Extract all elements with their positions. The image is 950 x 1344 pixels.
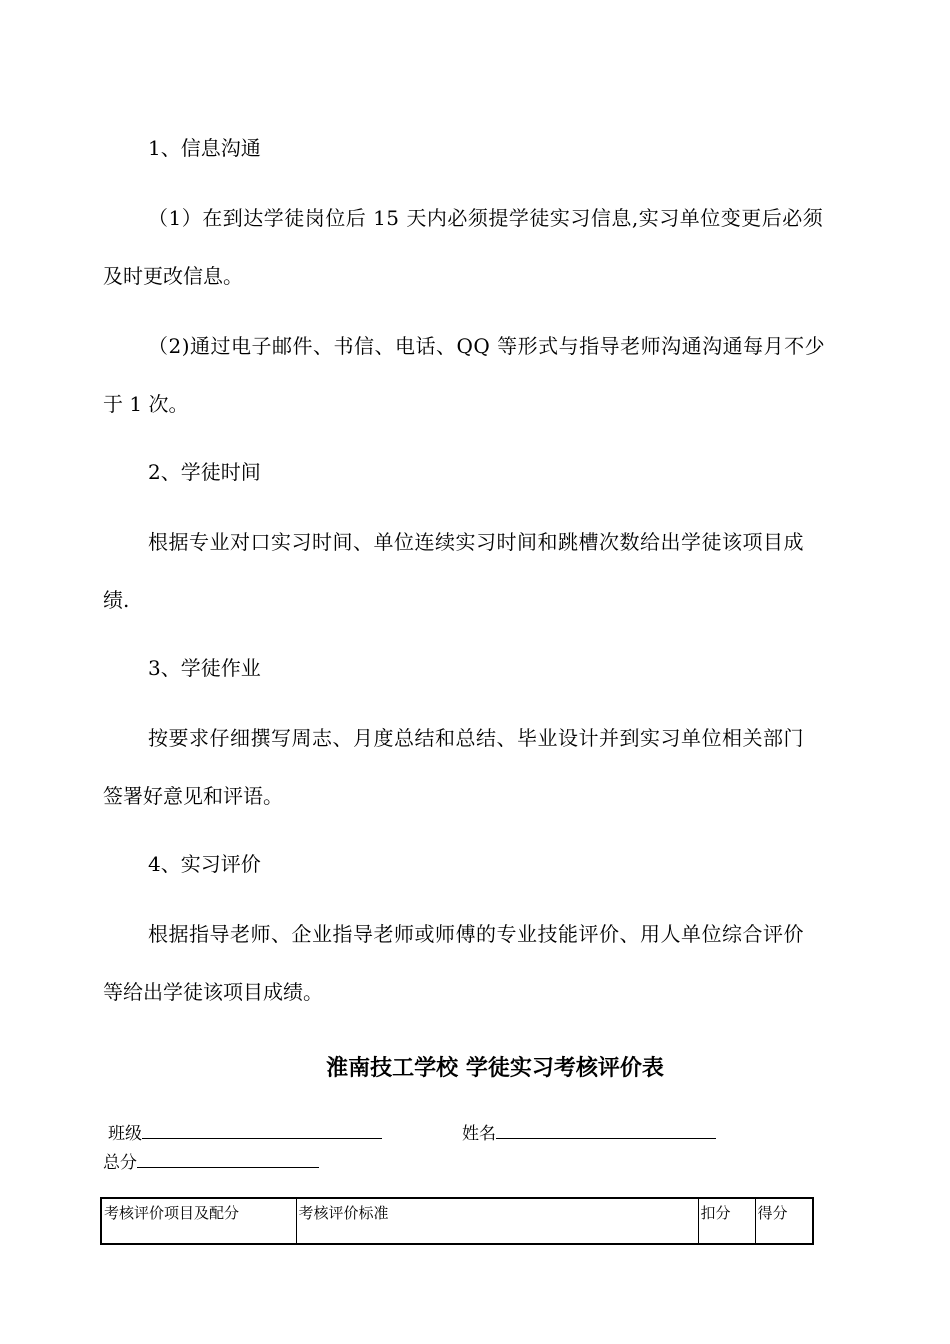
section-heading-3: 3、学徒作业 (148, 656, 261, 680)
form-title: 淮南技工学校 学徒实习考核评价表 (326, 1056, 664, 1081)
class-field (108, 1120, 382, 1146)
class-label: 班级 (108, 1124, 142, 1144)
header-item-and-points: 考核评价项目及配分 (101, 1198, 296, 1244)
section-heading-2: 2、学徒时间 (148, 460, 261, 484)
paragraph-3-line-2: 绩. (103, 588, 130, 612)
paragraph-5-line-1: 根据指导老师、企业指导老师或师傅的专业技能评价、用人单位综合评价 (148, 922, 804, 946)
section-heading-1: 1、信息沟通 (148, 136, 261, 160)
total-label: 总分 (103, 1153, 137, 1173)
header-criteria: 考核评价标准 (296, 1198, 698, 1244)
paragraph-5-line-2: 等给出学徒该项目成绩。 (103, 980, 323, 1004)
paragraph-4-line-2: 签署好意见和评语。 (103, 784, 283, 808)
evaluation-table (100, 1197, 814, 1245)
header-deduction: 扣分 (698, 1198, 755, 1244)
name-blank[interactable] (496, 1120, 716, 1139)
class-blank[interactable] (142, 1120, 382, 1139)
table-header-row (101, 1198, 813, 1244)
name-label: 姓名 (462, 1124, 496, 1144)
paragraph-1-line-2: 及时更改信息。 (103, 264, 243, 288)
paragraph-1-line-1: （1）在到达学徒岗位后 15 天内必须提学徒实习信息,实习单位变更后必须 (148, 206, 824, 230)
paragraph-2-line-2: 于 1 次。 (103, 392, 189, 416)
section-heading-4: 4、实习评价 (148, 852, 261, 876)
header-score: 得分 (755, 1198, 813, 1244)
total-field (103, 1149, 319, 1175)
paragraph-2-line-1: （2)通过电子邮件、书信、电话、QQ 等形式与指导老师沟通沟通每月不少 (148, 334, 826, 358)
paragraph-3-line-1: 根据专业对口实习时间、单位连续实习时间和跳槽次数给出学徒该项目成 (148, 530, 804, 554)
paragraph-4-line-1: 按要求仔细撰写周志、月度总结和总结、毕业设计并到实习单位相关部门 (148, 726, 804, 750)
total-blank[interactable] (137, 1149, 319, 1168)
name-field (462, 1120, 716, 1146)
